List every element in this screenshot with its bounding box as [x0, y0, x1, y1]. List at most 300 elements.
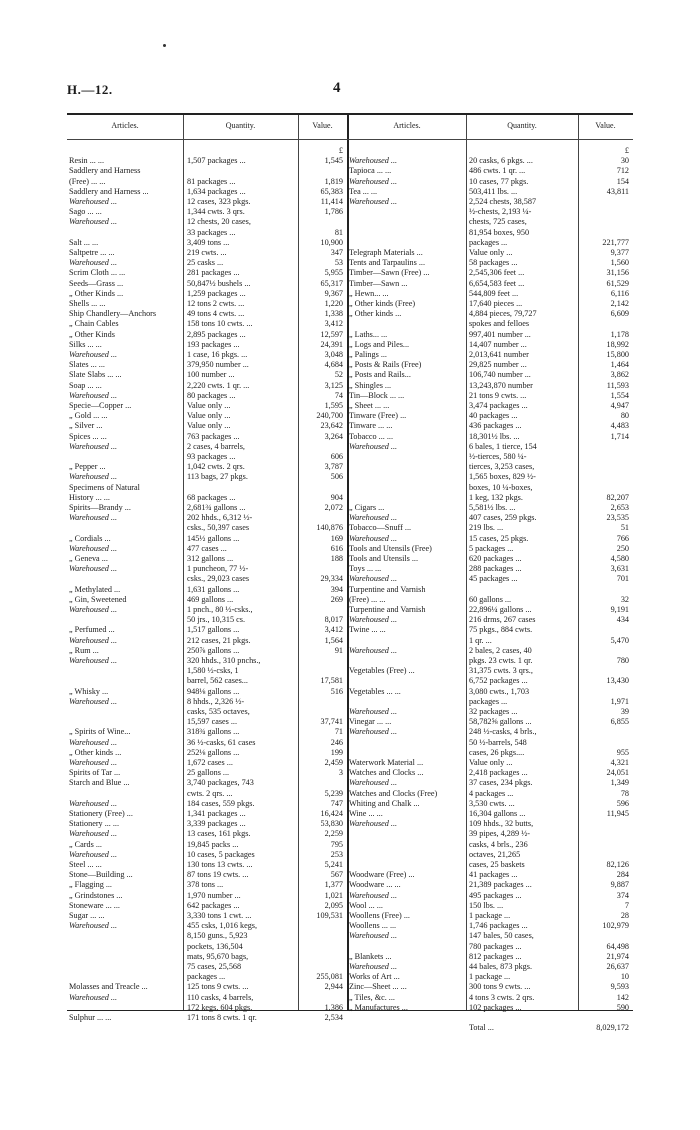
quantity-cell: pkgs. 23 cwts. 1 qr.: [469, 656, 533, 665]
article-cell: Zinc—Sheet ... ...: [349, 982, 407, 992]
quantity-cell: 25 casks ...: [187, 258, 224, 268]
quantity-cell: 81 packages ...: [187, 176, 236, 186]
quantity-cell: 171 tons 8 cwts. 1 qr.: [187, 1013, 257, 1022]
quantity-cell: 219 cwts. ...: [187, 248, 227, 257]
value-cell: 1,545: [324, 156, 343, 166]
value-cell: 2,534: [324, 1013, 343, 1022]
value-cell: 109,531: [316, 911, 343, 920]
value-cell: 284: [616, 870, 629, 880]
quantity-cell: Value only ...: [187, 411, 231, 421]
quantity-cell: 250⅞ gallons ...: [187, 645, 240, 655]
article-cell: Starch and Blue ...: [69, 778, 130, 788]
article-cell: Warehoused ...: [69, 656, 118, 665]
quantity-cell: 17,640 pieces ...: [469, 299, 523, 308]
article-cell: Sago ... ...: [69, 207, 102, 217]
quantity-cell: 14,407 number ...: [469, 339, 527, 349]
article-cell: Saddlery and Harness: [69, 166, 141, 176]
quantity-cell: pockets, 136,504: [187, 941, 243, 951]
article-cell: „ Flagging ...: [69, 880, 112, 890]
quantity-cell: 50 ½-barrels, 548: [469, 737, 527, 747]
article-cell: „ Methylated ...: [69, 584, 121, 594]
article-cell: Woollens (Free) ...: [349, 911, 410, 920]
quantity-cell: 477 cases ...: [187, 543, 227, 553]
quantity-cell: 68 packages ...: [187, 492, 236, 502]
quantity-cell: cases, 25 baskets: [469, 860, 525, 869]
value-cell: 250: [616, 543, 629, 553]
quantity-cell: 1,565 boxes, 829 ½-: [469, 472, 536, 482]
value-cell: 6,116: [610, 288, 629, 298]
article-cell: Woollens ... ...: [349, 921, 397, 931]
article-cell: Warehoused ...: [349, 615, 398, 625]
value-cell: 199: [330, 747, 343, 757]
article-cell: „ Cordials ...: [69, 533, 111, 543]
quantity-cell: 1 puncheon, 77 ½-: [187, 564, 249, 574]
quantity-cell: 36 ½-casks, 61 cases: [187, 737, 256, 747]
quantity-cell: 495 packages ...: [469, 890, 522, 900]
article-cell: Warehoused ...: [69, 217, 118, 227]
quantity-cell: 20 casks, 6 pkgs. ...: [469, 156, 533, 166]
value-cell: 9,593: [610, 982, 629, 992]
article-cell: Warehoused ...: [69, 390, 118, 400]
quantity-cell: 812 packages ...: [469, 951, 522, 961]
article-cell: „ Posts and Rails...: [349, 370, 411, 380]
quantity-cell: 184 cases, 559 pkgs.: [187, 798, 255, 808]
article-cell: Stone—Building ...: [69, 870, 133, 880]
page-number: 4: [333, 80, 341, 96]
article-cell: Warehoused ...: [69, 350, 118, 359]
article-cell: Works of Art ...: [349, 972, 400, 982]
quantity-cell: Value only ...: [469, 248, 513, 257]
article-cell: Stoneware ... ...: [69, 900, 120, 910]
article-cell: „ Spirits of Wine...: [69, 727, 131, 737]
article-cell: Woodware (Free) ...: [349, 870, 415, 880]
quantity-cell: 2,895 packages ...: [187, 329, 246, 339]
value-cell: 253: [330, 849, 343, 859]
quantity-cell: 41 packages ...: [469, 870, 518, 880]
article-cell: „ Blankets ...: [349, 951, 392, 961]
value-cell: 766: [616, 533, 629, 543]
value-cell: 81: [334, 227, 343, 237]
article-cell: Warehoused ...: [69, 441, 118, 451]
quantity-cell: 407 cases, 259 pkgs.: [469, 513, 537, 523]
quantity-cell: 1,507 packages ...: [187, 156, 246, 166]
value-cell: 1,819: [324, 176, 343, 186]
quantity-cell: 49 tons 4 cwts. ...: [187, 309, 245, 319]
article-cell: Steel ... ...: [69, 860, 102, 869]
value-cell: 18,992: [606, 339, 629, 349]
document-code: H.—12.: [67, 82, 113, 97]
quantity-cell: casks, 535 octaves,: [187, 707, 250, 716]
article-cell: Vegetables ... ...: [349, 686, 401, 696]
quantity-cell: 281 packages ...: [187, 268, 240, 278]
value-cell: 65,317: [320, 278, 343, 288]
quantity-cell: 780 packages ...: [469, 941, 522, 951]
quantity-cell: 1,580 ½-csks, 1: [187, 666, 239, 676]
speck: [163, 44, 166, 47]
value-cell: 5,470: [610, 635, 629, 645]
value-cell: 1,349: [610, 778, 629, 788]
quantity-cell: 6 bales, 1 tierce, 154: [469, 441, 537, 451]
value-cell: 26,637: [606, 962, 629, 971]
value-cell: 15,800: [606, 350, 629, 359]
value-cell: 43,811: [606, 186, 629, 196]
value-cell: 2,459: [324, 758, 343, 767]
article-cell: „ Tiles, &c. ...: [349, 992, 395, 1002]
value-cell: 374: [616, 890, 629, 900]
article-cell: Molasses and Treacle ...: [69, 982, 148, 992]
article-cell: Tinware (Free) ...: [349, 411, 407, 421]
article-cell: „ Manufactures ...: [349, 1002, 408, 1012]
quantity-cell: 455 csks, 1,016 kegs,: [187, 921, 258, 931]
quantity-cell: 15,597 cases ...: [187, 717, 238, 727]
quantity-cell: 4 tons 3 cwts. 2 qrs.: [469, 992, 535, 1002]
article-cell: „ Silver ...: [69, 421, 103, 431]
article-cell: Warehoused ...: [69, 921, 118, 931]
quantity-cell: 2,418 packages ...: [469, 768, 528, 778]
quantity-cell: 1,631 gallons ...: [187, 584, 240, 594]
value-cell: 240,700: [316, 411, 343, 421]
article-cell: Spirits of Tar ...: [69, 768, 121, 778]
value-cell: 506: [330, 472, 343, 482]
article-cell: Warehoused ...: [349, 197, 398, 206]
value-cell: 1,554: [610, 390, 629, 400]
quantity-cell: 81,954 boxes, 950: [469, 227, 530, 237]
value-cell: 6,855: [610, 717, 629, 727]
quantity-cell: 2,013,641 number: [469, 350, 529, 359]
quantity-cell: 145½ gallons ...: [187, 533, 240, 543]
article-cell: „ Posts & Rails (Free): [349, 360, 422, 370]
quantity-cell: packages ...: [469, 696, 508, 706]
quantity-cell: tierces, 3,253 cases,: [469, 462, 535, 472]
article-cell: Tools and Utensils (Free): [349, 543, 432, 553]
value-cell: 32: [620, 594, 629, 604]
quantity-cell: Value only ...: [469, 758, 513, 767]
article-cell: Warehoused ...: [349, 156, 398, 166]
article-cell: History ... ...: [69, 492, 110, 502]
header-quantity: Quantity.: [507, 121, 537, 130]
quantity-cell: 378 tons ...: [187, 880, 224, 890]
table-row: [67, 1022, 633, 1033]
quantity-cell: 219 lbs. ...: [469, 523, 504, 533]
value-cell: 142: [616, 992, 629, 1002]
article-cell: „ Cards ...: [69, 839, 102, 849]
quantity-cell: Value only ...: [187, 401, 231, 410]
quantity-cell: 300 tons 9 cwts. ...: [469, 982, 531, 992]
article-cell: Warehoused ...: [69, 472, 118, 482]
quantity-cell: 1 pnch., 80 ½-csks.,: [187, 605, 253, 614]
quantity-cell: 158 tons 10 cwts. ...: [187, 319, 253, 329]
article-cell: Wine ... ...: [349, 809, 383, 818]
quantity-cell: 1,672 cases ...: [187, 758, 233, 767]
quantity-cell: 3,330 tons 1 cwt. ...: [187, 911, 252, 920]
quantity-cell: packages ...: [469, 237, 508, 247]
article-cell: Timber—Sawn ...: [349, 278, 408, 288]
article-cell: Vegetables (Free) ...: [349, 666, 415, 676]
value-cell: 3,787: [324, 462, 343, 472]
quantity-cell: 58,782⅝ gallons ...: [469, 717, 532, 727]
value-cell: 10,900: [320, 237, 343, 247]
article-cell: „ Rum ...: [69, 645, 99, 655]
article-cell: (Free) ... ...: [349, 594, 386, 604]
value-cell: £: [338, 146, 343, 155]
value-cell: 39: [620, 707, 629, 716]
quantity-cell: 2 cases, 4 barrels,: [187, 441, 245, 451]
article-cell: Scrim Cloth ... ...: [69, 268, 126, 278]
quantity-cell: 1,042 cwts. 2 qrs.: [187, 462, 245, 472]
quantity-cell: cwts. 2 qrs. ...: [187, 788, 233, 798]
article-cell: Warehoused ...: [349, 533, 398, 543]
quantity-cell: 193 packages ...: [187, 339, 240, 349]
quantity-cell: csks., 50,397 cases: [187, 523, 250, 533]
article-cell: Warehoused ...: [69, 197, 118, 206]
value-cell: 51: [620, 523, 629, 533]
article-cell: Warehoused ...: [349, 645, 398, 655]
value-cell: 1,220: [324, 299, 343, 308]
quantity-cell: 320 hhds., 310 pnchs.,: [187, 656, 261, 665]
article-cell: Warehoused ...: [69, 543, 118, 553]
quantity-cell: 5,581½ lbs. ...: [469, 503, 516, 512]
value-cell: 221,777: [602, 237, 629, 247]
quantity-cell: casks, 4 brls., 236: [469, 839, 528, 849]
value-cell: 2,142: [610, 299, 629, 308]
article-cell: Vinegar ... ...: [349, 717, 392, 727]
value-cell: 1,560: [610, 258, 629, 268]
header-rule: [67, 139, 633, 140]
article-cell: Warehoused ...: [69, 798, 118, 808]
quantity-cell: 50,847½ bushels ...: [187, 278, 251, 288]
article-cell: Warehoused ...: [349, 441, 398, 451]
article-cell: Tents and Tarpaulins ...: [349, 258, 426, 268]
article-cell: Telegraph Materials ...: [349, 248, 423, 257]
article-cell: Warehoused ...: [69, 737, 118, 747]
quantity-cell: 503,411 lbs. ...: [469, 186, 518, 196]
quantity-cell: 379,950 number ...: [187, 360, 249, 370]
value-cell: 955: [616, 747, 629, 757]
quantity-cell: 486 cwts. 1 qr. ...: [469, 166, 526, 176]
value-cell: 74: [334, 390, 343, 400]
value-cell: 23,535: [606, 513, 629, 523]
quantity-cell: 21,389 packages ...: [469, 880, 532, 890]
article-cell: „ Other Kinds ...: [69, 288, 124, 298]
quantity-cell: 58 packages ...: [469, 258, 518, 268]
quantity-cell: 50 jrs., 10,315 cs.: [187, 615, 245, 625]
value-cell: 71: [334, 727, 343, 737]
quantity-cell: 642 packages ...: [187, 900, 240, 910]
value-cell: 21,974: [606, 951, 629, 961]
value-cell: 17,581: [320, 676, 343, 686]
value-cell: 1,564: [324, 635, 343, 645]
article-cell: Salt ... ...: [69, 237, 99, 247]
quantity-cell: 147 bales, 50 cases,: [469, 931, 534, 941]
value-cell: 8,029,172: [596, 1023, 629, 1033]
value-cell: 1,178: [610, 329, 629, 339]
value-cell: 4,321: [610, 758, 629, 767]
quantity-cell: 620 packages ...: [469, 554, 522, 563]
article-cell: Warehoused ...: [349, 707, 398, 716]
value-cell: 31,156: [606, 268, 629, 278]
article-cell: Warehoused ...: [69, 605, 118, 614]
value-cell: 169: [330, 533, 343, 543]
value-cell: 5,241: [324, 860, 343, 869]
value-cell: 747: [330, 798, 343, 808]
article-cell: Shells ... ...: [69, 299, 106, 308]
quantity-cell: 25 gallons ...: [187, 768, 230, 778]
article-cell: Tools and Utensils ...: [349, 554, 419, 563]
quantity-cell: 202 hhds., 6,312 ½-: [187, 513, 253, 523]
quantity-cell: 318¾ gallons ...: [187, 727, 240, 737]
quantity-cell: 102 packages ...: [469, 1002, 522, 1012]
article-cell: Warehoused ...: [69, 635, 118, 645]
quantity-cell: 172 kegs, 604 pkgs.: [187, 1002, 253, 1012]
article-cell: „ Laths... ...: [349, 329, 388, 339]
value-cell: 37,741: [320, 717, 343, 727]
quantity-cell: 87 tons 19 cwts. ...: [187, 870, 249, 880]
value-cell: 1,338: [324, 309, 343, 319]
article-cell: Silks ... ...: [69, 339, 102, 349]
value-cell: 394: [330, 584, 343, 594]
quantity-cell: boxes, 10 ¼-boxes,: [469, 482, 533, 492]
article-cell: „ Palings ...: [349, 350, 387, 359]
value-cell: 4,684: [324, 360, 343, 370]
quantity-cell: 1,259 packages ...: [187, 288, 246, 298]
article-cell: Watches and Clocks (Free): [349, 788, 438, 798]
article-cell: „ Other kinds ...: [69, 747, 122, 757]
article-cell: Warehoused ...: [69, 992, 118, 1002]
quantity-cell: Value only ...: [187, 421, 231, 431]
article-cell: Tobacco ... ...: [349, 431, 393, 441]
quantity-cell: 10 cases, 5 packages: [187, 849, 255, 859]
article-cell: Turpentine and Varnish: [349, 605, 426, 614]
quantity-cell: 10 cases, 77 pkgs.: [469, 176, 529, 186]
quantity-cell: 2,220 cwts. 1 qr. ...: [187, 380, 250, 390]
value-cell: 23,642: [320, 421, 343, 431]
quantity-cell: 22,896¼ gallons ...: [469, 605, 532, 614]
value-cell: 1,377: [324, 880, 343, 890]
value-cell: 11,593: [606, 380, 629, 390]
article-cell: Saltpetre ... ...: [69, 248, 115, 257]
value-cell: 52: [334, 370, 343, 380]
article-cell: Wool ... ...: [349, 900, 383, 910]
value-cell: 102,979: [602, 921, 629, 931]
value-cell: 712: [616, 166, 629, 176]
quantity-cell: 8,150 guns., 5,923: [187, 931, 248, 941]
article-cell: „ Whisky ...: [69, 686, 109, 696]
value-cell: 701: [616, 574, 629, 584]
quantity-cell: 3,740 packages, 743: [187, 778, 254, 788]
quantity-cell: 2,524 chests, 38,587: [469, 197, 537, 206]
quantity-cell: 544,809 feet ...: [469, 288, 519, 298]
quantity-cell: 252⅛ gallons ...: [187, 747, 240, 757]
quantity-cell: 33 packages ...: [187, 227, 236, 237]
quantity-cell: 3,339 packages ...: [187, 819, 246, 829]
quantity-cell: 31,375 cwts. 3 qrs.,: [469, 666, 533, 676]
value-cell: 12,597: [320, 329, 343, 339]
value-cell: 606: [330, 452, 343, 461]
value-cell: 3,631: [610, 564, 629, 574]
quantity-cell: 44 bales, 873 pkgs.: [469, 962, 532, 971]
value-cell: 6,609: [610, 309, 629, 319]
article-cell: „ Other kinds (Free): [349, 299, 416, 308]
value-cell: 3,412: [324, 319, 343, 329]
quantity-cell: 18,301½ lbs. ...: [469, 431, 520, 441]
value-cell: 8,017: [324, 615, 343, 625]
article-cell: Tapioca ... ...: [349, 166, 392, 176]
value-cell: 53,830: [320, 819, 343, 829]
quantity-cell: 2,545,306 feet ...: [469, 268, 525, 278]
quantity-cell: ½-chests, 2,193 ¼-: [469, 207, 532, 217]
value-cell: 91: [334, 645, 343, 655]
quantity-cell: 32 packages ...: [469, 707, 518, 716]
article-cell: (Free) ... ...: [69, 176, 106, 186]
quantity-cell: 248 ½-casks, 4 brls.,: [469, 727, 537, 737]
article-cell: Seeds—Grass ...: [69, 278, 124, 288]
value-cell: 2,259: [324, 829, 343, 839]
quantity-cell: 4 packages ...: [469, 788, 514, 798]
quantity-cell: 93 packages ...: [187, 452, 236, 461]
article-cell: Warehoused ...: [349, 890, 398, 900]
article-cell: Warehoused ...: [349, 513, 398, 523]
value-cell: 567: [330, 870, 343, 880]
imports-table: [67, 113, 633, 1033]
quantity-cell: 19,845 packs ...: [187, 839, 239, 849]
value-cell: 82,207: [606, 492, 629, 502]
value-cell: 5,239: [324, 788, 343, 798]
quantity-cell: 29,825 number ...: [469, 360, 527, 370]
value-cell: 80: [620, 411, 629, 421]
quantity-cell: spokes and felloes: [469, 319, 530, 329]
value-cell: 29,334: [320, 574, 343, 584]
quantity-cell: 312 gallons ...: [187, 554, 234, 563]
value-cell: 9,191: [610, 605, 629, 614]
value-cell: 53: [334, 258, 343, 268]
value-cell: 2,653: [610, 503, 629, 512]
value-cell: 3: [338, 768, 343, 778]
article-cell: Saddlery and Harness ...: [69, 186, 149, 196]
value-cell: 3,412: [324, 625, 343, 635]
article-cell: Warehoused ...: [69, 696, 118, 706]
quantity-cell: 40 packages ...: [469, 411, 518, 421]
article-cell: Warehoused ...: [69, 513, 118, 523]
article-cell: „ Pepper ...: [69, 462, 106, 472]
value-cell: 1,386: [324, 1002, 343, 1012]
value-cell: 2,095: [324, 900, 343, 910]
quantity-cell: 12 tons 2 cwts. ...: [187, 299, 245, 308]
quantity-cell: 948⅛ gallons ...: [187, 686, 240, 696]
quantity-cell: 436 packages ...: [469, 421, 522, 431]
quantity-cell: 1,634 packages ...: [187, 186, 246, 196]
article-cell: Warehoused ...: [349, 962, 398, 971]
quantity-cell: 1,344 cwts. 3 qrs.: [187, 207, 245, 217]
quantity-cell: 125 tons 9 cwts. ...: [187, 982, 249, 992]
article-cell: Tinware ... ...: [349, 421, 393, 431]
value-cell: 269: [330, 594, 343, 604]
article-cell: Slates ... ...: [69, 360, 105, 370]
value-cell: 65,383: [320, 186, 343, 196]
article-cell: Stationery (Free) ...: [69, 809, 133, 818]
value-cell: 3,125: [324, 380, 343, 390]
quantity-cell: chests, 725 cases,: [469, 217, 527, 227]
quantity-cell: 75 pkgs., 884 cwts.: [469, 625, 533, 635]
quantity-cell: 75 cases, 25,568: [187, 962, 242, 971]
article-cell: Warehoused ...: [349, 727, 398, 737]
quantity-cell: 6,752 packages ...: [469, 676, 528, 686]
quantity-cell: 763 packages ...: [187, 431, 240, 441]
quantity-cell: 1,746 packages ...: [469, 921, 528, 931]
quantity-cell: 60 gallons ...: [469, 594, 512, 604]
article-cell: Tobacco—Snuff ...: [349, 523, 412, 533]
article-cell: „ Other Kinds: [69, 329, 115, 339]
value-cell: 3,264: [324, 431, 343, 441]
